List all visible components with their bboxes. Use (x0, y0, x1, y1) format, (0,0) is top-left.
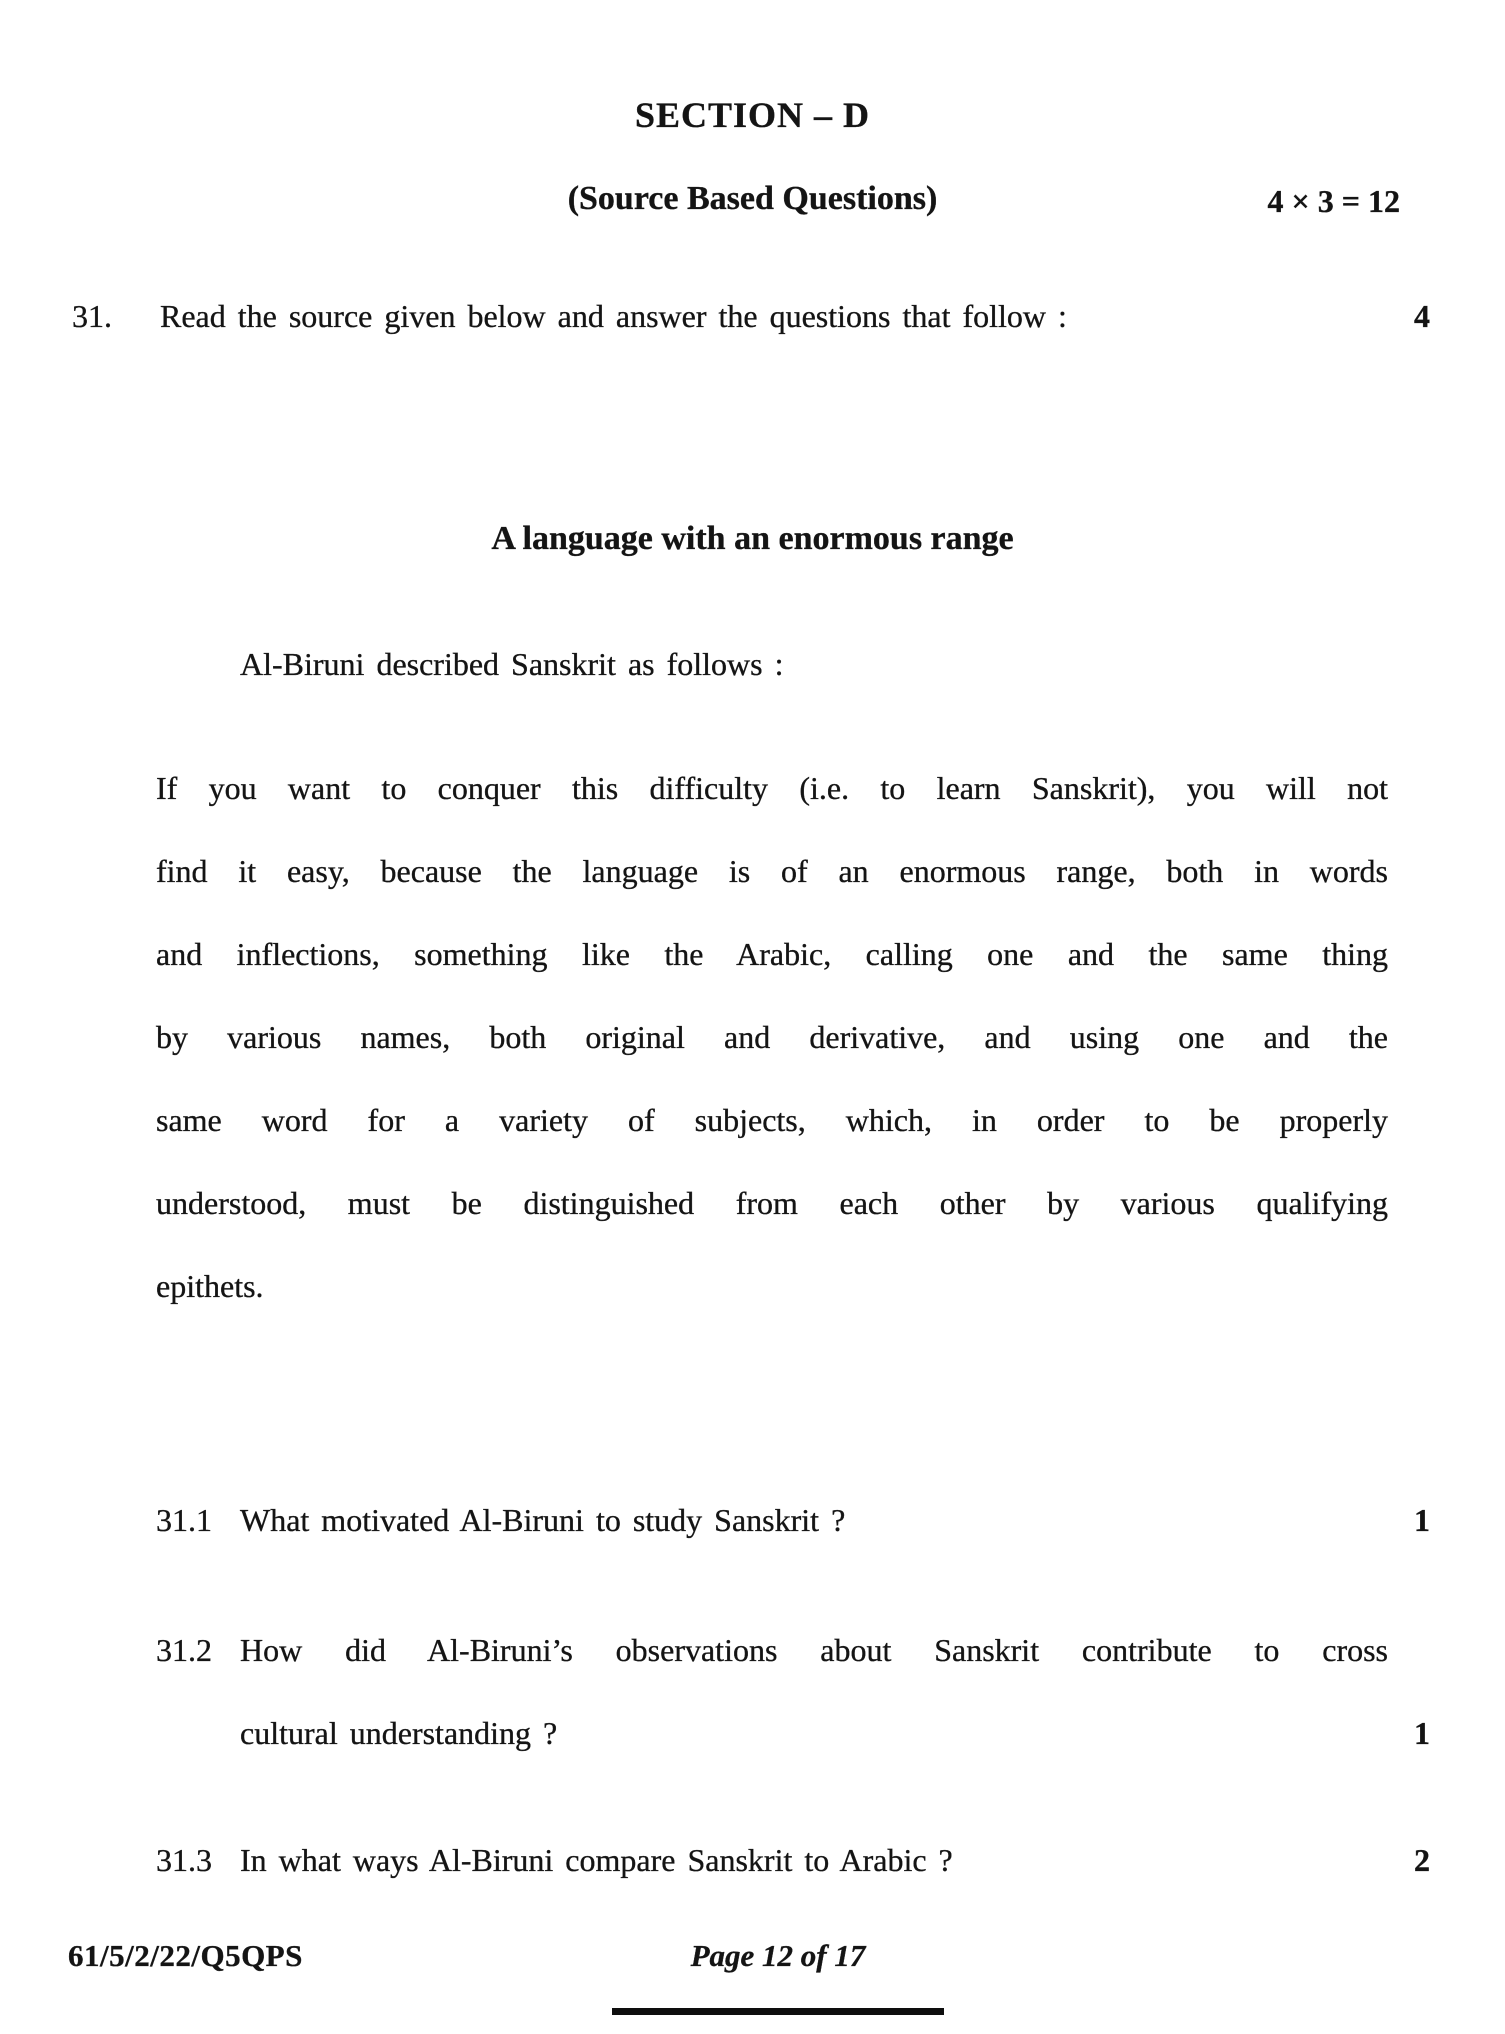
paper-code: 61/5/2/22/Q5QPS (68, 1938, 303, 1973)
page-indicator: Page 12 of 17 (690, 1938, 866, 1973)
subquestion-marks: 1 (1414, 1715, 1430, 1751)
subquestion-text: In what ways Al-Biruni compare Sanskrit to Arabic ? (240, 1842, 953, 1878)
passage-line: If you want to conquer this difficulty (i.e. to learn Sanskrit), you will not (156, 770, 1388, 806)
passage-line: same word for a variety of subjects, which, in order to be properly (156, 1102, 1388, 1138)
source-heading: A language with an enormous range (491, 520, 1014, 557)
subquestion-31-2 (156, 1630, 1430, 1753)
subquestion-number: 31.3 (156, 1842, 212, 1878)
passage-line: find it easy, because the language is of an enormous range, both in words (156, 853, 1388, 889)
footer-underline (612, 2008, 944, 2015)
passage-line: understood, must be distinguished from each other by various qualifying (156, 1185, 1388, 1221)
question-number: 31. (72, 298, 112, 334)
section-marks-scheme: 4 × 3 = 12 (1267, 183, 1400, 219)
passage-line: epithets. (156, 1268, 264, 1304)
subquestion-marks: 1 (1414, 1502, 1430, 1538)
section-title: SECTION – D (634, 95, 871, 135)
subquestion-marks: 2 (1414, 1842, 1430, 1878)
subquestion-text: How did Al-Biruni’s observations about Sanskrit contribute to cross (240, 1632, 1388, 1668)
subquestion-text: cultural understanding ? (240, 1715, 558, 1751)
subquestion-number: 31.2 (156, 1632, 212, 1668)
source-passage (156, 768, 1388, 1306)
subquestion-31-1 (156, 1500, 1430, 1540)
passage-line: by various names, both original and derivative, and using one and the (156, 1019, 1388, 1055)
subquestion-text: What motivated Al-Biruni to study Sanskrit ? (240, 1502, 846, 1538)
question-31 (72, 296, 1430, 336)
passage-line: and inflections, something like the Arabic, calling one and the same thing (156, 936, 1388, 972)
question-marks: 4 (1414, 298, 1430, 334)
question-text: Read the source given below and answer the questions that follow : (160, 298, 1067, 334)
section-subtitle: (Source Based Questions) (567, 180, 938, 217)
subquestion-number: 31.1 (156, 1502, 212, 1538)
source-intro: Al-Biruni described Sanskrit as follows : (240, 646, 784, 682)
subquestion-31-3 (156, 1840, 1430, 1880)
